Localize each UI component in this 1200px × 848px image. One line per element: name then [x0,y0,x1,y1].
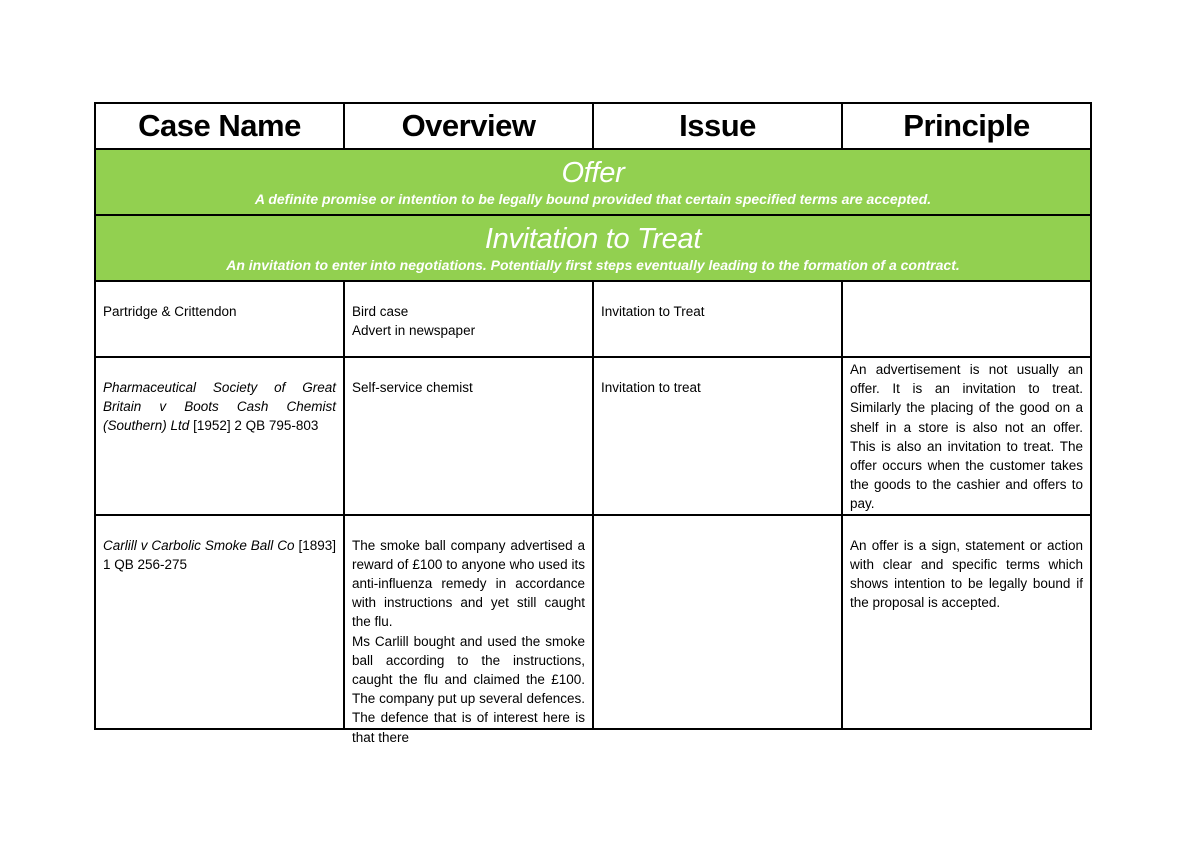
issue-cell [593,357,842,515]
principle: An offer is a sign, statement or action with clear and specific terms which shows intention to be legally bound if the proposal is accepted. [850,537,1083,611]
table-row [95,281,1091,357]
invitation-title: Invitation to Treat [484,223,702,255]
header-row [95,103,1091,149]
overview-line: Advert in newspaper [352,323,476,339]
case-name [96,516,343,574]
case-name: Partridge & Crittendon [103,304,237,319]
principle-cell [842,357,1091,515]
principle [843,282,1090,302]
case-name-cell [95,515,344,729]
overview [345,516,592,747]
case-law-table [94,102,1092,745]
header-issue: Issue [593,103,842,149]
case-name [96,358,343,436]
case-name-cell [95,281,344,357]
principle-cell [842,515,1091,729]
principle-cell [842,281,1091,357]
overview-cell [344,357,593,515]
overview-paragraph: Ms Carlill bought and used the smoke ball according to the instructions, caught the flu and claimed the £100. The company put up several defences. The defence that is of interest here is that there [352,633,585,745]
header-overview: Overview [344,103,593,149]
table-row [95,515,1091,729]
case-citation: [1952] 2 QB 795-803 [189,418,319,434]
overview: Self-service chemist [352,380,473,395]
offer-band-row [95,149,1091,215]
offer-title: Offer [561,157,625,189]
offer-description: A definite promise or intention to be legally bound provided that certain specified terms are accepted. [254,191,932,207]
issue-cell [593,281,842,357]
case-name-italic: Pharmaceutical Society of Great Britain v Boots Cash Chemist (Southern) Ltd [103,380,336,434]
issue [594,516,841,536]
case-citation: [1893] 1 QB 256-275 [103,537,336,572]
issue-cell [593,515,842,729]
header-principle: Principle [842,103,1091,149]
case-name-cell [95,357,344,515]
issue: Invitation to Treat [601,304,705,319]
overview-cell [344,281,593,357]
overview-paragraph: The smoke ball company advertised a reward of £100 to anyone who used its anti-influenza remedy in accordance with instructions and yet still caught the flu. [352,537,585,630]
overview [345,282,592,340]
offer-band [95,149,1091,215]
invitation-band-row [95,215,1091,281]
issue: Invitation to treat [601,380,701,395]
overview-line: Bird case [352,304,409,319]
table-row [95,357,1091,515]
overview-cell [344,515,593,745]
case-name-italic: Carlill v Carbolic Smoke Ball Co [103,537,295,553]
header-case-name: Case Name [95,103,344,149]
invitation-description: An invitation to enter into negotiations. Potentially first steps eventually leading to the formation of a contract. [226,257,960,273]
principle: An advertisement is not usually an offer. It is an invitation to treat. Similarly the placing of the good on a shelf in a store is also not an offer. This is also an invitation to treat. The offer occurs when the customer takes the goods to the cashier and offers to pay. [850,362,1083,512]
invitation-band [95,215,1091,281]
